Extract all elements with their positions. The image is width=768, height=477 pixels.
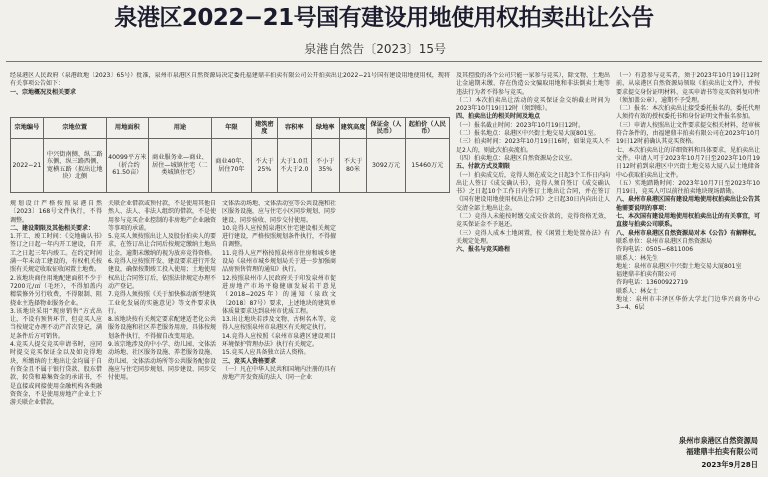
table-cell: 商业40年、居住70年 [211,139,251,193]
paragraph: （二）报名地点：泉港区中兴街土地交易大厦801室。 [456,130,600,138]
paragraph: 3.该地块采用“现房销售”方式出让，不设有预售环节，但竞买人应当按规定办理不动产首次登记，满足条件后方可销售。 [10,307,102,340]
contact-line: 地址：泉州市泉港区中兴街土地交易大厦801室 [616,262,742,270]
body-column-4 [456,72,610,472]
paragraph: （一）报名截止时间：2023年10月19日12时。 [456,121,585,129]
paragraph: 9.该宗地涉及的中小学、幼儿园、文体活动场地、社区服务设施、养老服务设施、幼儿园、文体活动场所等公共服务配套设施应与住宅同步规划、同步建设、同步交付使用。 [108,341,216,382]
section-heading: 八、泉州市泉港区自然资源局对本《公告》有解释权。 [616,229,760,237]
paragraph: 文体活动场地、文体活动室等公共设施和社区服务设施，应与住宅小区同步规划、同步建设、同步验收、同步交付使用。 [222,200,336,224]
table-header: 容积率 [277,118,311,139]
intro-paragraph: 经泉港区人民政府（泉港政地〔2023〕65号）批准，泉州市泉港区自然资源局决定委托福建鼎丰拍卖有限公司公开拍卖出让2022−21号国有建设用地使用权，现将有关事项公告如下： [10,72,450,88]
paragraph: 七、本次拍卖出让的详细资料和具体要求，见拍卖出让文件。申请人可于2023年10月7日至2023年10月19日12时前到泉港区中兴街土地交易大厦八层土地储备中心获取拍卖出让文件。 [616,146,760,179]
paragraph: （五）实地踏勘时间：2023年10月7日至2023年10月19日，竞买人可以前往拍卖地块现场踏勘。 [616,179,760,196]
contact-line: 咨询电话：0505−6811006 [616,246,694,254]
paragraph: （三）申请人按照出让文件要求提交相关材料，经审核符合条件的，由福建鼎丰拍卖有限公司在2023年10月19日12时前确认其竞买资格。 [616,121,760,146]
signatory-auction-company: 福建鼎丰拍卖有限公司 [686,447,758,456]
title-divider [6,61,762,62]
table-header-row [11,118,450,139]
paragraph: 15.竞买人应具备独立法人资格。 [222,349,310,357]
body-column-2 [108,200,216,472]
section-heading: 八、泉州市泉港区国有建设用地使用权拍卖出让公告其他需要说明的事项： [616,196,760,212]
notice-date: 2023年9月28日 [701,460,758,469]
body-column-1 [10,200,102,472]
paragraph: 规划设计严格按照泉港自然〔2023〕168号文件执行，不得调整。 [10,200,102,224]
paragraph: （二）本次拍卖出让活动的竞买保证金交纳截止时间为2023年10月19日12时（须到账）。 [456,96,610,113]
document-number: 泉港自然告〔2023〕15号 [304,42,446,56]
contact-line: 联系单位：泉州市泉港区自然资源局 [616,237,713,245]
table-cell: 不大于25% [252,139,278,193]
table-cell: 2022−21 [11,139,44,193]
section-heading: 七、本次国有建设用地使用权拍卖出让的有关事宜，可直接与拍卖公司联系。 [616,213,760,229]
paragraph: 10.竞得人应按照泉港区住宅建设相关规定进行建设，严格按照规划条件执行，不得擅自调整。 [222,224,336,249]
table-cell: 商业服务业—商业、居住—城镇住宅（二类城镇住宅） [148,139,211,193]
intro-block [10,72,450,116]
contact-line: 联系人：林先生 [616,254,659,262]
paragraph: （一）有意参与竞买者，须于2023年10月19日12时前，从泉港区自然资源局领取《拍卖出让文件》，并按要求提交身份证明材料、竞买申请书等竞买资料复印件（须加盖公章），逾期不予受理。 [616,72,760,104]
table-header: 建筑高度 [339,118,367,139]
table-cell: 3092万元 [367,139,405,193]
table-header: 建筑密度 [252,118,278,139]
paragraph: 5.竞买人须按照出让人及股份拍卖人的要求，在签订出让合同后按规定缴纳土地出让金，逾期未缴纳的视为放弃竞得资格。 [108,233,216,257]
paragraph: 6.竞得人应按照开发、建设要求进行开发建设，确保按期竣工投入使用；土地使用权出让合同签订后，依照法律规定办理不动产登记。 [108,258,216,290]
paragraph: （二）竞得人未能按时缴交成交价款的，竞得资格无效，竞买保证金不予退还。 [456,213,610,229]
paragraph: （三）竞得人成本土地闲置，按《闲置土地处置办法》有关规定处理。 [456,229,610,245]
paragraph: 1.开工、竣工时间：《交地确认书》签订之日起一年内开工建设，自开工之日起三年内竣工。在约定时间满一年未动工建设的，有权机关按照有关规定收取征收闲置土地费。 [10,233,102,274]
land-parcel-table [10,117,450,193]
section-heading: 三、竞买人资格要求 [222,357,277,365]
paragraph: （二）报名：本次拍卖出让接受委托报名的，委托代理人须持有效的授权委托书和身份证明文件报名参加。 [616,105,760,121]
table-cell: 40099平方米（折合约61.50亩） [106,139,148,193]
table-header: 用途 [148,118,211,139]
body-column-5 [616,72,760,402]
paragraph: 及其控股的各个公司只能一家参与竞买），除文物、土地出让金逾期未缴、存在伪造公文骗取用地和非法倒卖土地等违法行为者不得参与竞买。 [456,72,610,96]
paragraph: （一）凡在中华人民共和国境内注册的具有房地产开发资质的法人（同一企业 [222,365,336,382]
table-cell: 不大于80米 [339,139,367,193]
table-cell: 15460万元 [405,139,449,193]
table-header: 宗地编号 [11,118,44,139]
paragraph: 关联企业借款或预付款，不是使用其他自然人、法人、非法人组织的借款，不是使用参与竞买企业控制的非房地产企业融资等事项的承诺。 [108,200,216,232]
table-header: 保证金（人民币） [367,118,405,139]
paragraph: （一）拍卖成交后，竞得人须在成交之日起3个工作日内向出让人签订《成交确认书》，竞得人须自签订《成交确认书》之日起10个工作日内签订土地出让合同，并在签订《国有建设用地使用权出让合同》之日起30日内向出让人交清全部土地出让金。 [456,171,610,212]
contact-line: 福建鼎丰拍卖有限公司 [616,271,677,279]
contact-line: 地址：泉州市丰泽区华侨大学北门边华兴商务中心3−4、6层 [616,296,760,312]
paragraph: 14.竞得人应按照《泉州市泉港区建设项目环境保护管理办法》执行有关规定。 [222,332,336,349]
notice-title: 泉港区2022−21号国有建设用地使用权拍卖出让公告 [114,5,654,31]
paragraph: 12.按照泉州市人民政府关于印发泉州市促进房地产市场平稳健康发展若干意见（2018−2025年）的通知（泉政文〔2018〕87号）要求，上述地块的建筑单体质量要求达到泉州市优质工程。 [222,274,336,315]
paragraph: （四）拍卖地点：泉港区自然资源局会议室。 [456,154,577,162]
paragraph: 7.竞得人须按照《关于加快推动新型建筑工业化发展的实施意见》等文件要求执行。 [108,291,216,315]
contact-line: 咨询电话：13600922719 [616,279,688,287]
table-cell: 大于1.0且不大于2.0 [277,139,311,193]
section-heading: 二、建设期限及其他相关要求： [10,224,95,232]
paragraph: 2.该地块商住用地配建面积不少于7200元/㎡（毛坯），不得加盖内精装修外另行收费，不得限制、阻挠业主选择物业服务企业。 [10,274,102,307]
section-heading: 六、报名与竞买路程 [456,246,511,254]
contact-line: 联系人：林女士 [616,287,659,295]
table-cell: 不小于35% [311,139,339,193]
table-header: 年限 [211,118,251,139]
table-header: 宗地位置 [43,118,106,139]
paragraph: 13.出让地块若涉及文物、古树名木等，竞得人应按照泉州市泉港区有关规定执行。 [222,316,336,332]
signatory-bureau: 泉州市泉港区自然资源局 [678,436,758,445]
paragraph: （三）拍卖时间：2023年10月19日16时，如果竞买人不足2人的，则此次拍卖流拍。 [456,138,610,154]
paragraph: 4.竞买人提交竞买申请书时，应同时提交竞买保证金以及如竞得地块，所缴纳的土地出让金均属于自有资金且不属于银行贷款、股东借款、转贷和募集资金的承诺书，不是直接或间接使用金融机构各类融资资金，不是使用房地产企业土下游关联企业借款。 [10,341,102,407]
table-header: 起拍价（人民币） [405,118,449,139]
section-heading: 五、付款方式及期限 [456,163,511,171]
body-column-3 [222,200,336,472]
table-row [11,139,450,193]
paragraph: 8.该地块按有关规定要求配建适老化公共服务设施和社区养老服务用房，具体按规划条件执行，不得擅自改变用途。 [108,316,216,340]
table-header: 用地面积 [106,118,148,139]
table-header: 绿地率 [311,118,339,139]
table-cell: 中兴街南侧、纵二路东侧、纵三路西侧、宽横五路（拟出让地块）北侧 [43,139,106,193]
section-heading-1: 一、宗地概况及相关要求 [10,88,77,96]
section-heading: 四、拍卖出让的相关时间及地点 [456,113,541,121]
paragraph: 11.竞得人应严格按照泉州市住房和城乡建设局《泉州市城乡规划局关于进一步加强商品房预售管理的通知》执行。 [222,249,336,274]
